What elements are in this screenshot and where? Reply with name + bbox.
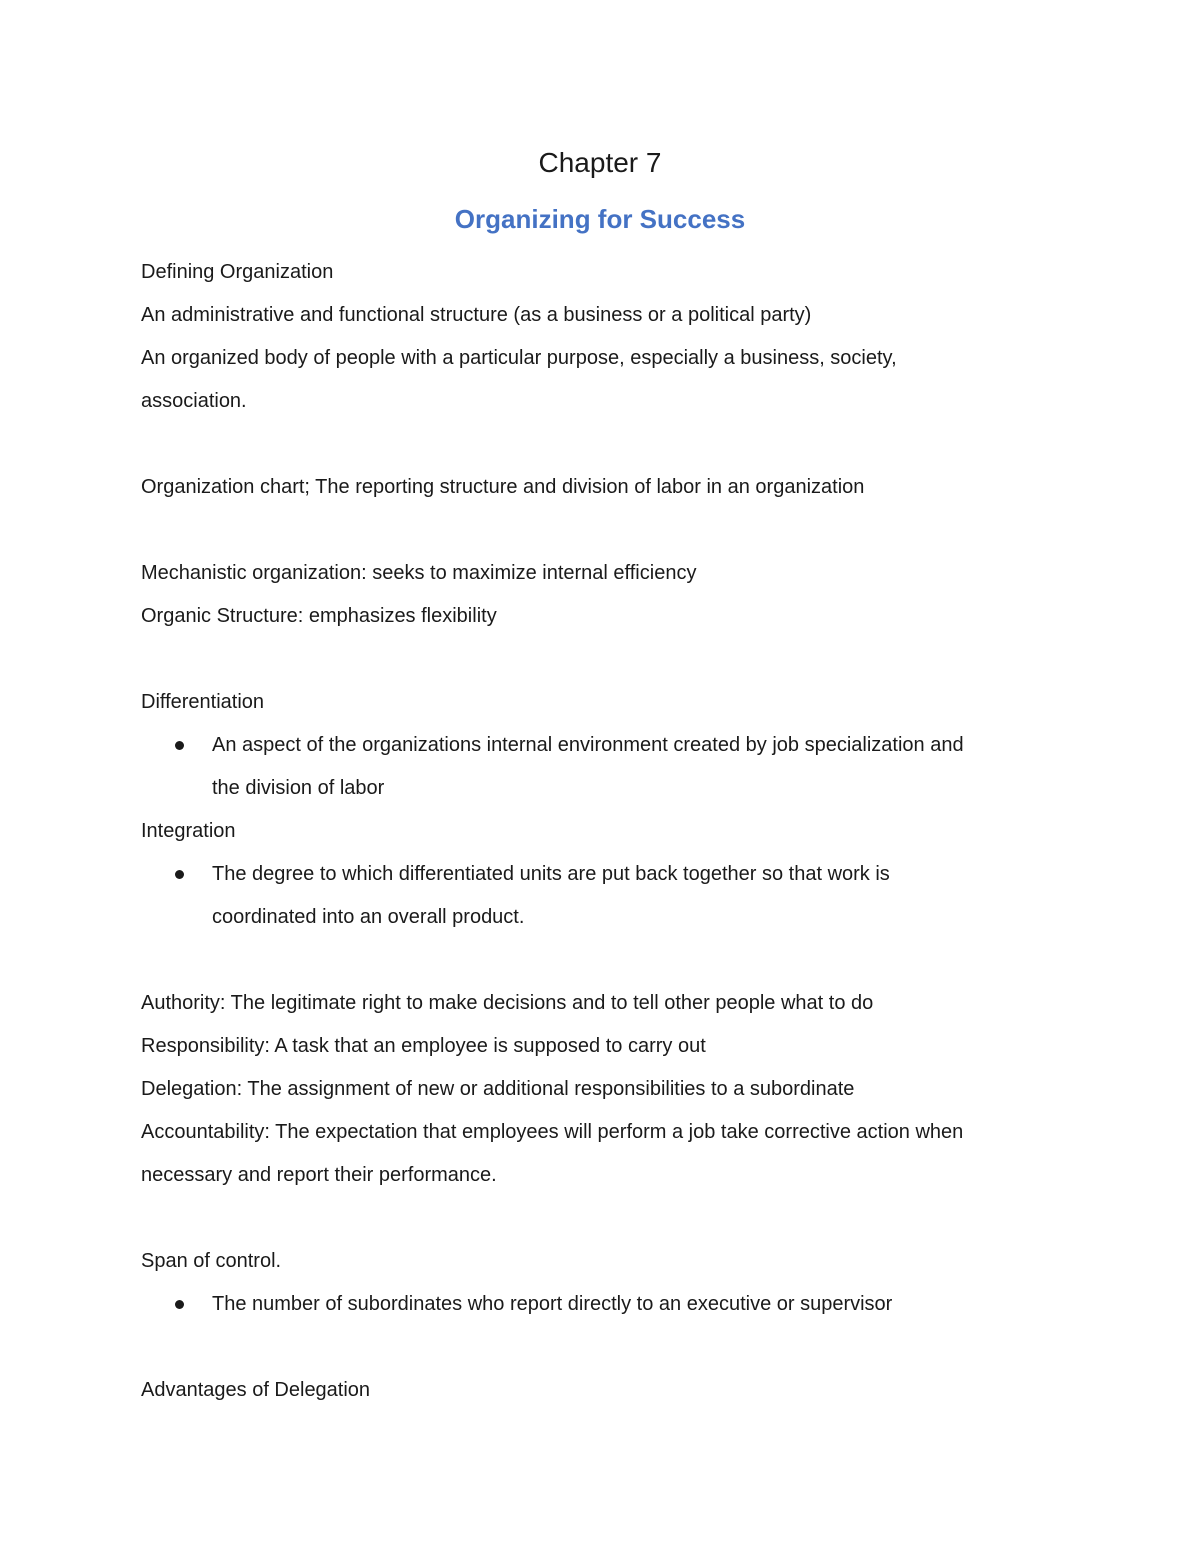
authority-line: Authority: The legitimate right to make decisions and to tell other people what to do — [141, 992, 874, 1014]
organization-chart-line: Organization chart; The reporting structure and division of labor in an organization — [141, 476, 865, 498]
definition-line: association. — [141, 390, 247, 412]
definition-line: An administrative and functional structure (as a business or a political party) — [141, 304, 812, 326]
section-heading-defining-organization: Defining Organization — [141, 261, 334, 283]
bullet-icon — [175, 1300, 184, 1309]
bullet-text: The number of subordinates who report directly to an executive or supervisor — [212, 1293, 893, 1315]
definition-line: An organized body of people with a particular purpose, especially a business, society, — [141, 347, 897, 369]
delegation-line: Delegation: The assignment of new or additional responsibilities to a subordinate — [141, 1078, 855, 1100]
document-title: Organizing for Success — [454, 204, 746, 234]
bullet-text-continuation: the division of labor — [212, 777, 385, 799]
organic-structure-line: Organic Structure: emphasizes flexibility — [141, 605, 497, 627]
bullet-text: An aspect of the organizations internal environment created by job specialization and — [212, 734, 964, 756]
bullet-icon — [175, 741, 184, 750]
accountability-line-continuation: necessary and report their performance. — [141, 1164, 497, 1186]
bullet-icon — [175, 870, 184, 879]
bullet-text-continuation: coordinated into an overall product. — [212, 906, 525, 928]
section-heading-advantages-of-delegation: Advantages of Delegation — [141, 1379, 371, 1401]
section-heading-differentiation: Differentiation — [141, 691, 265, 713]
section-heading-integration: Integration — [141, 820, 236, 842]
accountability-line: Accountability: The expectation that employees will perform a job take corrective action when — [141, 1121, 964, 1143]
bullet-text: The degree to which differentiated units are put back together so that work is — [212, 863, 890, 885]
mechanistic-organization-line: Mechanistic organization: seeks to maximize internal efficiency — [141, 562, 697, 584]
responsibility-line: Responsibility: A task that an employee is supposed to carry out — [141, 1035, 706, 1057]
section-heading-span-of-control: Span of control. — [141, 1250, 282, 1272]
chapter-heading: Chapter 7 — [538, 147, 662, 178]
